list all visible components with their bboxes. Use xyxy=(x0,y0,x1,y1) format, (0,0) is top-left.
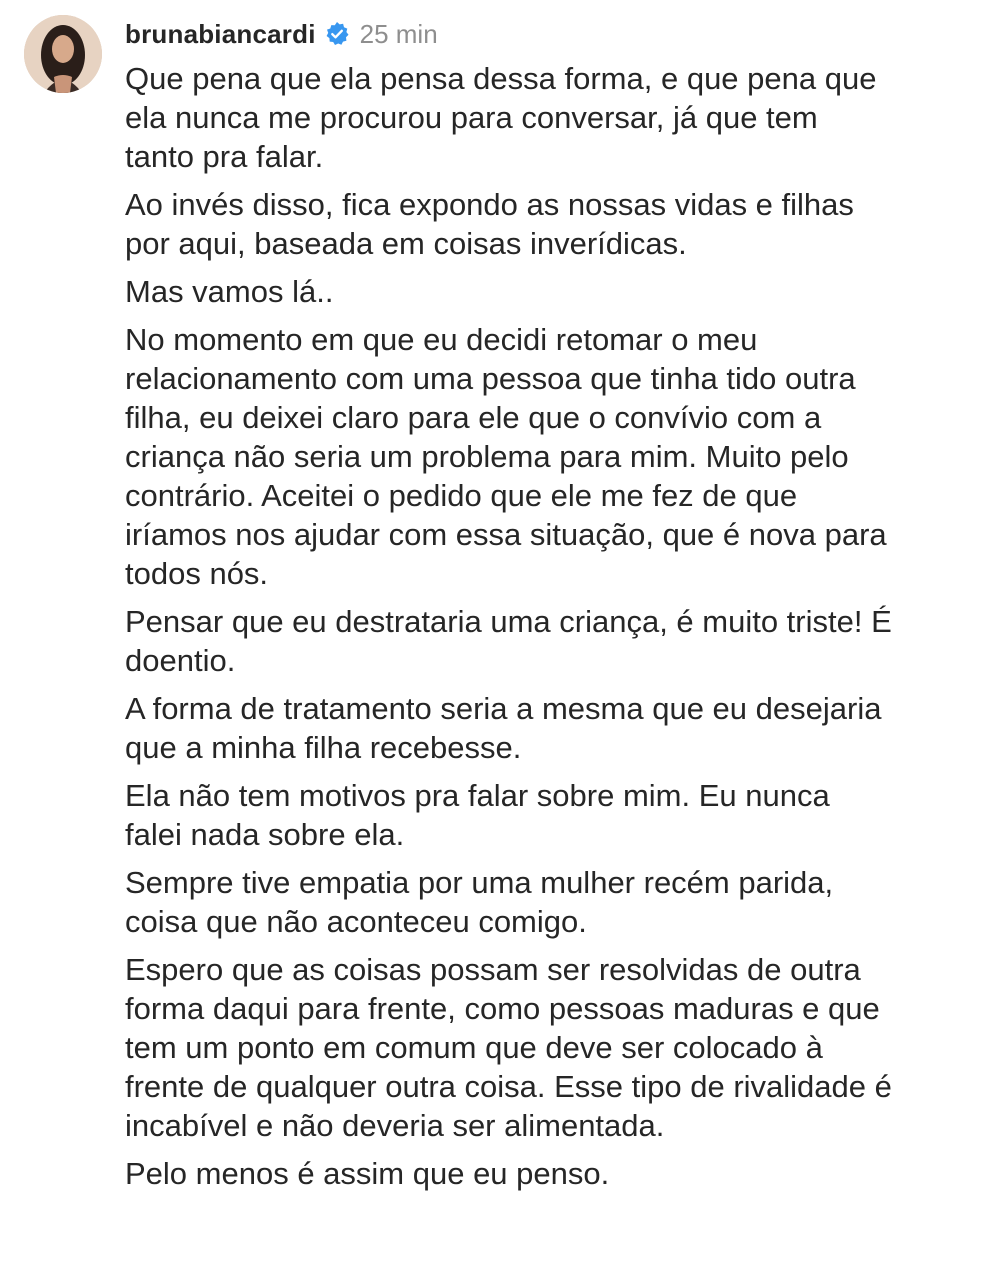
comment-paragraph: Pensar que eu destrataria uma criança, é muito triste! É doentio. xyxy=(125,604,892,678)
comment-paragraph: Pelo menos é assim que eu penso. xyxy=(125,1156,610,1191)
verified-badge-icon xyxy=(324,21,350,47)
comment-paragraph: Espero que as coisas possam ser resolvidas de outra forma daqui para frente, como pessoas maduras e que tem um ponto em comum que deve ser colocado à frente de qualquer outra coisa. Esse tipo de rivalidade é incabível e não deveria ser alimentada. xyxy=(125,952,892,1143)
avatar-photo-icon xyxy=(24,15,102,93)
comment-paragraph: Ao invés disso, fica expondo as nossas vidas e filhas por aqui, baseada em coisas inverídicas. xyxy=(125,187,854,261)
comment-paragraph: A forma de tratamento seria a mesma que eu desejaria que a minha filha recebesse. xyxy=(125,691,882,765)
comment-paragraph: Ela não tem motivos pra falar sobre mim. Eu nunca falei nada sobre ela. xyxy=(125,778,830,852)
profile-avatar[interactable] xyxy=(24,15,102,93)
comment-paragraph: Sempre tive empatia por uma mulher recém parida, coisa que não aconteceu comigo. xyxy=(125,865,834,939)
comment-paragraph: Mas vamos lá.. xyxy=(125,274,334,309)
comment-header xyxy=(125,14,438,54)
comment-body xyxy=(125,59,895,1202)
username-link[interactable]: brunabiancardi xyxy=(125,18,316,49)
comment-timestamp: 25 min xyxy=(359,18,438,49)
comment-paragraph: No momento em que eu decidi retomar o meu relacionamento com uma pessoa que tinha tido outra filha, eu deixei claro para ele que o convívio com a criança não seria um problema para mim. Muito pelo contrário. Aceitei o pedido que ele me fez de que iríamos nos ajudar com essa situação, que é nova para todos nós. xyxy=(125,322,887,591)
comment-paragraph: Que pena que ela pensa dessa forma, e que pena que ela nunca me procurou para conversar, já que tem tanto pra falar. xyxy=(125,61,877,174)
